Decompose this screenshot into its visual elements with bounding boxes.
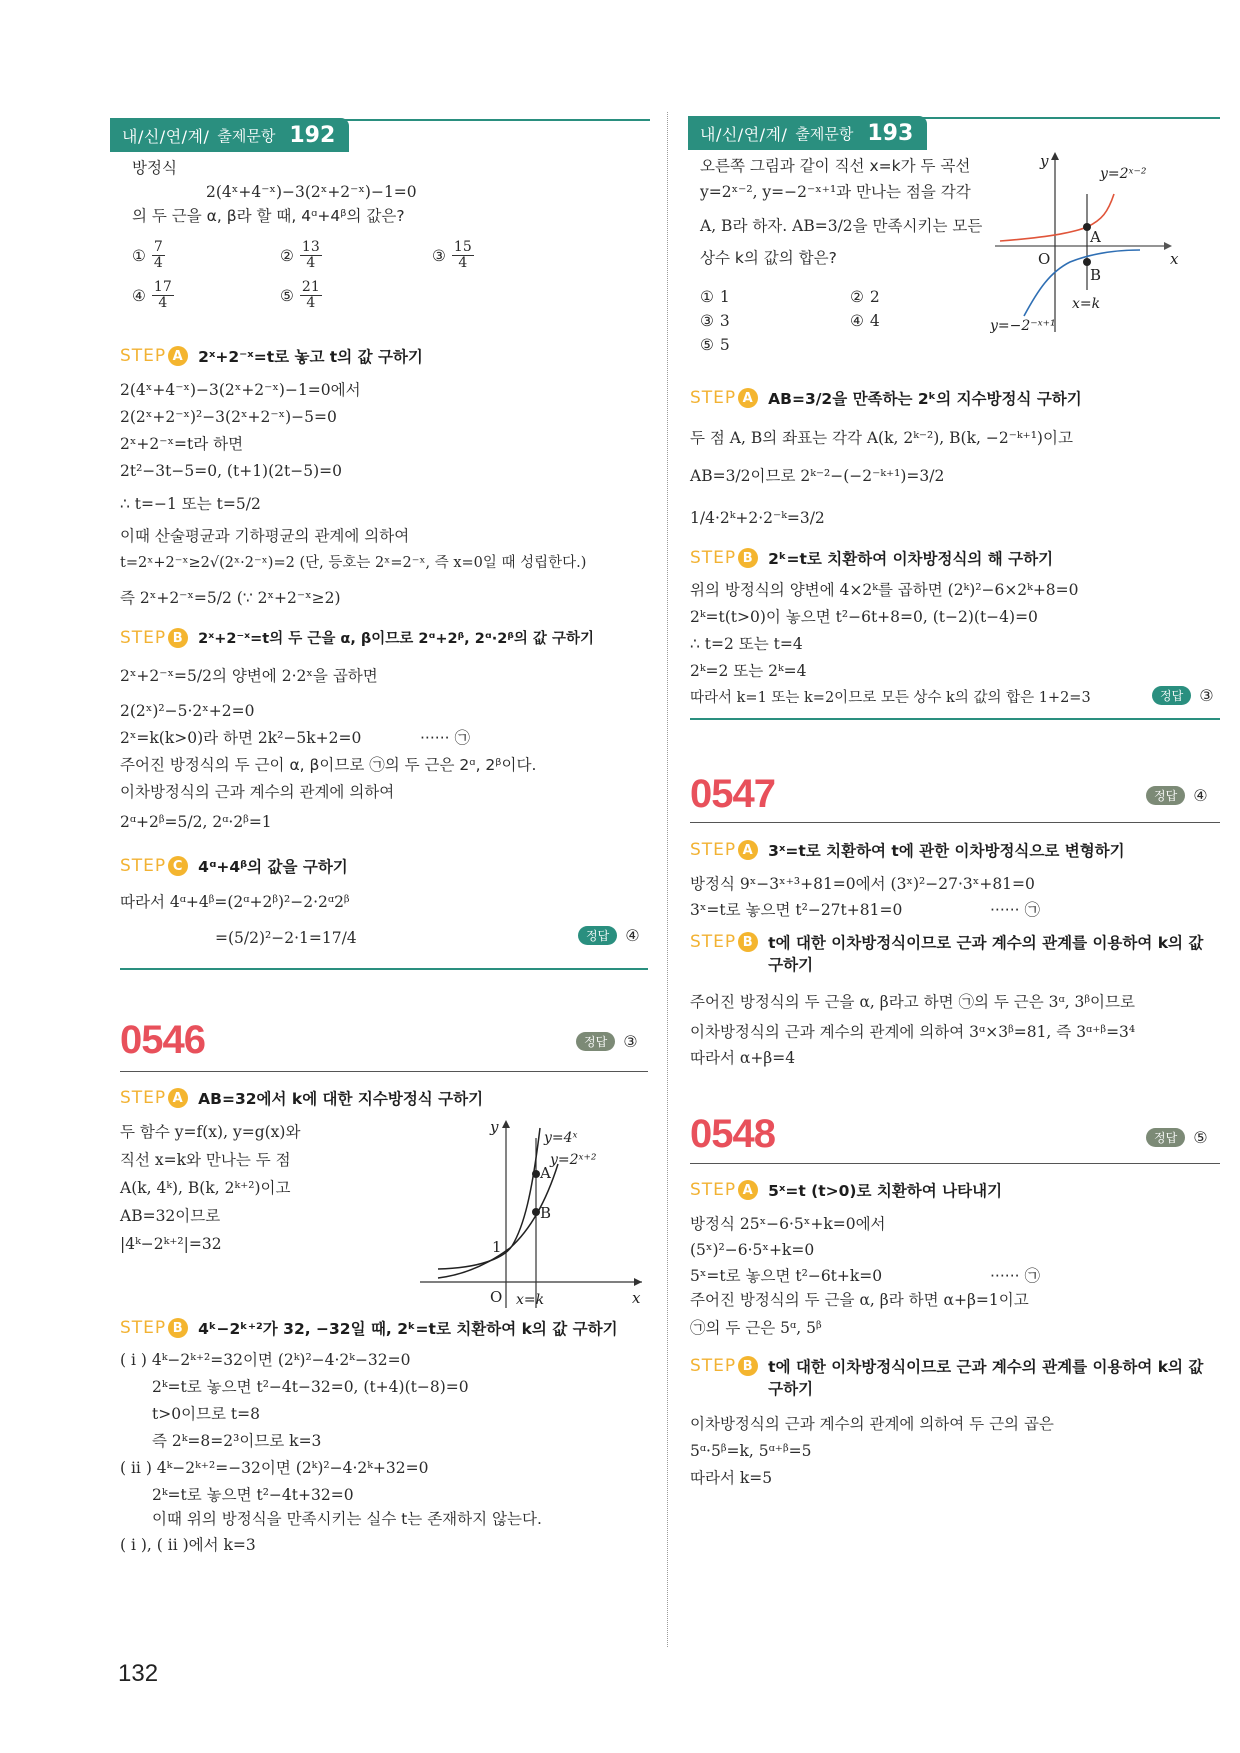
step-letter-badge: C: [168, 856, 188, 876]
svg-text:B: B: [540, 1204, 552, 1222]
fraction: $\frac{13}{4}$: [301, 239, 320, 271]
equation-marker: ······ ㉠: [990, 901, 1040, 919]
step-title: AB=32에서 k에 대한 지수방정식 구하기: [198, 1090, 484, 1108]
fraction: $\frac{17}{4}$: [153, 279, 172, 311]
answer-pill: 정답: [1152, 686, 1191, 705]
solution-line: 방정식 9ˣ−3ˣ⁺³+81=0에서 (3ˣ)²−27·3ˣ+81=0: [690, 875, 1035, 893]
solution-line: ( i ), ( ii )에서 k=3: [120, 1536, 256, 1554]
solution-line: 2ˣ+2⁻ˣ=5/2의 양변에 2·2ˣ을 곱하면: [120, 667, 378, 685]
step-label: STEP A: [120, 1088, 188, 1108]
answer-pill: 정답: [578, 926, 617, 945]
problem-text-line: 상수 k의 값의 합은?: [700, 249, 837, 267]
exponential-graph-193: [990, 150, 1225, 340]
answer-badge: [576, 1032, 638, 1051]
answer-value: ③: [623, 1032, 638, 1051]
svg-text:x: x: [1170, 250, 1179, 268]
answer-value: ④: [1193, 786, 1208, 805]
choice-4[interactable]: ④ 4: [850, 312, 880, 330]
problem-rule: [690, 1163, 1220, 1164]
equation-marker: ······ ㉠: [420, 729, 470, 747]
banner-rule: [903, 117, 1220, 119]
solution-line: t=2ˣ+2⁻ˣ≥2√(2ˣ·2⁻ˣ)=2 (단, 등호는 2ˣ=2⁻ˣ, 즉 x=0일 때 성립한다.): [120, 555, 587, 571]
problem-equation: 2(4ˣ+4⁻ˣ)−3(2ˣ+2⁻ˣ)−1=0: [206, 183, 417, 201]
svg-text:y=4ˣ: y=4ˣ: [544, 1130, 578, 1146]
step-b-heading: [690, 548, 1053, 570]
answer-badge: [1152, 686, 1214, 705]
answer-badge: [578, 926, 640, 945]
solution-line: ∴ t=2 또는 t=4: [690, 635, 803, 653]
problem-banner-193: [688, 116, 1220, 150]
svg-text:y=2ˣ⁻²: y=2ˣ⁻²: [1100, 166, 1147, 182]
solution-line: 따라서 k=5: [690, 1469, 773, 1487]
solution-line: 따라서 k=1 또는 k=2이므로 모든 상수 k의 값의 합은 1+2=3: [690, 690, 1091, 706]
fraction: $\frac{15}{4}$: [453, 239, 472, 271]
problem-text-line: 의 두 근을 α, β라 할 때, 4ᵅ+4ᵝ의 값은?: [132, 207, 405, 225]
step-letter-badge: B: [168, 628, 188, 648]
solution-line: 2ᵏ=2 또는 2ᵏ=4: [690, 662, 807, 680]
svg-text:A: A: [540, 1164, 551, 1182]
step-title: 2ᵏ=t로 치환하여 이차방정식의 해 구하기: [768, 550, 1054, 568]
solution-line: 이때 산술평균과 기하평균의 관계에 의하여: [120, 527, 410, 545]
problem-rule: [690, 822, 1220, 823]
fraction: $\frac{21}{4}$: [301, 279, 320, 311]
step-label: STEP B: [120, 628, 188, 648]
answer-pill: 정답: [1146, 1128, 1185, 1147]
step-a-heading: [690, 388, 1082, 410]
banner-rule: [315, 119, 650, 121]
step-label: STEP A: [690, 840, 758, 860]
svg-text:y=2ˣ⁺²: y=2ˣ⁺²: [550, 1152, 597, 1168]
step-title: t에 대한 이차방정식이므로 근과 계수의 관계를 이용하여 k의 값: [768, 934, 1204, 952]
solution-line: 주어진 방정식의 두 근이 α, β이므로 ㉠의 두 근은 2ᵅ, 2ᵝ이다.: [120, 756, 537, 774]
solution-line: 2(2ˣ+2⁻ˣ)²−3(2ˣ+2⁻ˣ)−5=0: [120, 408, 337, 426]
solution-line: 이차방정식의 근과 계수의 관계에 의하여: [120, 783, 395, 801]
step-title-cont: 구하기: [768, 956, 814, 974]
solution-line: ( ii ) 4ᵏ−2ᵏ⁺²=−32이면 (2ᵏ)²−4·2ᵏ+32=0: [120, 1459, 429, 1477]
step-label: STEP B: [690, 548, 758, 568]
page-number: 132: [118, 1660, 159, 1687]
step-letter-badge: A: [738, 1180, 758, 1200]
step-c-heading: [120, 856, 348, 878]
step-title: 4ᵅ+4ᵝ의 값을 구하기: [198, 858, 348, 876]
solution-line: 2ᵅ+2ᵝ=5/2, 2ᵅ·2ᵝ=1: [120, 813, 272, 831]
solution-line: 주어진 방정식의 두 근을 α, β라고 하면 ㉠의 두 근은 3ᵅ, 3ᵝ이므로: [690, 993, 1135, 1011]
step-label: STEP B: [120, 1318, 188, 1338]
equation-marker: ······ ㉠: [990, 1267, 1040, 1285]
banner-number: 193: [867, 120, 914, 146]
choice-1[interactable]: ① 1: [700, 288, 730, 306]
solution-line: ㉠의 두 근은 5ᵅ, 5ᵝ: [690, 1319, 822, 1337]
step-label: STEP B: [690, 1356, 758, 1376]
step-letter-badge: A: [168, 1088, 188, 1108]
problem-rule: [120, 1071, 648, 1072]
problem-number: 0547: [690, 772, 775, 816]
solution-line: 위의 방정식의 양변에 4×2ᵏ를 곱하면 (2ᵏ)²−6×2ᵏ+8=0: [690, 581, 1079, 599]
problem-banner-192: [110, 118, 650, 152]
solution-line: 2(2ˣ)²−5·2ˣ+2=0: [120, 702, 255, 720]
step-letter-badge: A: [738, 388, 758, 408]
svg-text:x=k: x=k: [1072, 296, 1101, 312]
solution-line: 2ᵏ=t로 놓으면 t²−4t−32=0, (t+4)(t−8)=0: [152, 1378, 469, 1396]
banner-number: 192: [289, 122, 336, 148]
problem-text-line: y=2ˣ⁻², y=−2⁻ˣ⁺¹과 만나는 점을 각각: [700, 183, 971, 201]
fraction: $\frac{7}{4}$: [153, 239, 163, 271]
solution-line: 1/4·2ᵏ+2·2⁻ᵏ=3/2: [690, 509, 825, 527]
solution-line: A(k, 4ᵏ), B(k, 2ᵏ⁺²)이고: [120, 1179, 291, 1197]
solution-line: 2t²−3t−5=0, (t+1)(2t−5)=0: [120, 462, 342, 480]
step-title: 2ˣ+2⁻ˣ=t로 놓고 t의 값 구하기: [198, 348, 423, 366]
answer-badge: [1146, 1128, 1208, 1147]
choice-5[interactable]: ⑤ $\frac{21}{4}$: [280, 279, 320, 311]
step-a-heading: [690, 840, 1125, 862]
solution-line: 즉 2ˣ+2⁻ˣ=5/2 (∵ 2ˣ+2⁻ˣ≥2): [120, 589, 341, 607]
section-divider: [120, 968, 648, 970]
step-a-heading: [120, 346, 423, 368]
solution-line: 이때 위의 방정식을 만족시키는 실수 t는 존재하지 않는다.: [152, 1510, 542, 1528]
step-letter-badge: B: [738, 1356, 758, 1376]
problem-number: 0546: [120, 1018, 205, 1062]
solution-line: |4ᵏ−2ᵏ⁺²|=32: [120, 1235, 222, 1253]
step-label: STEP B: [690, 932, 758, 952]
step-title: t에 대한 이차방정식이므로 근과 계수의 관계를 이용하여 k의 값: [768, 1358, 1204, 1376]
solution-line: 따라서 α+β=4: [690, 1049, 796, 1067]
solution-line: 이차방정식의 근과 계수의 관계에 의하여 3ᵅ×3ᵝ=81, 즉 3ᵅ⁺ᵝ=3⁴: [690, 1023, 1136, 1041]
banner-title: 출제문항: [795, 124, 854, 143]
solution-line: 주어진 방정식의 두 근을 α, β라 하면 α+β=1이고: [690, 1291, 1029, 1309]
step-b-heading: [690, 932, 1203, 976]
choice-2[interactable]: ② $\frac{13}{4}$: [280, 239, 320, 271]
solution-line: 5ˣ=t로 놓으면 t²−6t+k=0: [690, 1267, 883, 1285]
solution-line: 두 함수 y=f(x), y=g(x)와: [120, 1123, 301, 1141]
step-title: AB=3/2을 만족하는 2ᵏ의 지수방정식 구하기: [768, 390, 1082, 408]
answer-value: ③: [1199, 686, 1214, 705]
answer-pill: 정답: [1146, 786, 1185, 805]
step-b-heading: [120, 1318, 618, 1340]
answer-value: ⑤: [1193, 1128, 1208, 1147]
solution-line: =(5/2)²−2·1=17/4: [215, 929, 357, 947]
svg-text:O: O: [1038, 250, 1051, 268]
svg-text:x: x: [632, 1289, 641, 1307]
solution-line: AB=32이므로: [120, 1207, 221, 1225]
solution-line: 2(4ˣ+4⁻ˣ)−3(2ˣ+2⁻ˣ)−1=0에서: [120, 381, 361, 399]
step-title: 2ˣ+2⁻ˣ=t의 두 근을 α, β이므로 2ᵅ+2ᵝ, 2ᵅ·2ᵝ의 값 구하기: [198, 631, 594, 647]
solution-line: 2ᵏ=t로 놓으면 t²−4t+32=0: [152, 1486, 354, 1504]
section-divider: [690, 718, 1220, 720]
problem-number: 0548: [690, 1112, 775, 1156]
choice-3[interactable]: ③ $\frac{15}{4}$: [432, 239, 472, 271]
answer-pill: 정답: [576, 1032, 615, 1051]
problem-text-line: 방정식: [132, 159, 177, 177]
step-label: STEP A: [120, 346, 188, 366]
step-b-heading: [690, 1356, 1203, 1400]
solution-line: 이차방정식의 근과 계수의 관계에 의하여 두 근의 곱은: [690, 1415, 1054, 1433]
step-b-heading: [120, 628, 594, 650]
step-letter-badge: B: [738, 932, 758, 952]
choice-2[interactable]: ② 2: [850, 288, 880, 306]
solution-line: t>0이므로 t=8: [152, 1405, 261, 1423]
solution-line: 2ᵏ=t(t>0)이 놓으면 t²−6t+8=0, (t−2)(t−4)=0: [690, 608, 1038, 626]
step-letter-badge: A: [738, 840, 758, 860]
step-letter-badge: B: [738, 548, 758, 568]
solution-line: (5ˣ)²−6·5ˣ+k=0: [690, 1241, 815, 1259]
solution-line: 따라서 4ᵅ+4ᵝ=(2ᵅ+2ᵝ)²−2·2ᵅ2ᵝ: [120, 893, 350, 911]
svg-text:B: B: [1090, 266, 1102, 284]
problem-text-line: 오른쪽 그림과 같이 직선 x=k가 두 곡선: [700, 157, 971, 175]
svg-text:O: O: [490, 1288, 503, 1306]
step-title: 5ˣ=t (t>0)로 치환하여 나타내기: [768, 1182, 1003, 1200]
column-divider: [667, 112, 668, 1647]
banner-title: 출제문항: [217, 126, 276, 145]
step-label: STEP C: [120, 856, 188, 876]
banner-label: [110, 118, 349, 152]
solution-line: 방정식 25ˣ−6·5ˣ+k=0에서: [690, 1215, 886, 1233]
svg-text:y=−2⁻ˣ⁺¹: y=−2⁻ˣ⁺¹: [990, 318, 1056, 334]
solution-line: ∴ t=−1 또는 t=5/2: [120, 495, 261, 513]
banner-tag: 내/신/연/계/: [700, 124, 788, 144]
solution-line: 직선 x=k와 만나는 두 점: [120, 1151, 291, 1169]
answer-value: ④: [625, 926, 640, 945]
banner-tag: 내/신/연/계/: [122, 126, 210, 146]
solution-line: 3ˣ=t로 놓으면 t²−27t+81=0: [690, 901, 903, 919]
step-title: 3ˣ=t로 치환하여 t에 관한 이차방정식으로 변형하기: [768, 842, 1125, 860]
step-a-heading: [120, 1088, 483, 1110]
svg-text:1: 1: [492, 1238, 502, 1256]
choice-1[interactable]: ① $\frac{7}{4}$: [132, 239, 163, 271]
svg-text:y: y: [1040, 152, 1049, 170]
banner-label: [688, 116, 927, 150]
answer-badge: [1146, 786, 1208, 805]
problem-text-line: A, B라 하자. AB=3/2을 만족시키는 모든: [700, 217, 983, 235]
step-title-cont: 구하기: [768, 1380, 814, 1398]
solution-line: AB=3/2이므로 2ᵏ⁻²−(−2⁻ᵏ⁺¹)=3/2: [690, 467, 945, 485]
choice-5[interactable]: ⑤ 5: [700, 336, 730, 354]
solution-line: 두 점 A, B의 좌표는 각각 A(k, 2ᵏ⁻²), B(k, −2⁻ᵏ⁺¹)이고: [690, 429, 1073, 447]
svg-text:x=k: x=k: [516, 1292, 545, 1308]
svg-text:A: A: [1090, 228, 1101, 246]
step-title: 4ᵏ−2ᵏ⁺²가 32, −32일 때, 2ᵏ=t로 치환하여 k의 값 구하기: [198, 1320, 618, 1338]
solution-line: ( i ) 4ᵏ−2ᵏ⁺²=32이면 (2ᵏ)²−4·2ᵏ−32=0: [120, 1351, 411, 1369]
step-letter-badge: B: [168, 1318, 188, 1338]
choice-3[interactable]: ③ 3: [700, 312, 730, 330]
step-letter-badge: A: [168, 346, 188, 366]
solution-line: 5ᵅ·5ᵝ=k, 5ᵅ⁺ᵝ=5: [690, 1442, 812, 1460]
solution-line: 2ˣ+2⁻ˣ=t라 하면: [120, 435, 244, 453]
choice-4[interactable]: ④ $\frac{17}{4}$: [132, 279, 172, 311]
solution-line: 2ˣ=k(k>0)라 하면 2k²−5k+2=0: [120, 729, 362, 747]
step-label: STEP A: [690, 1180, 758, 1200]
step-a-heading: [690, 1180, 1002, 1202]
step-label: STEP A: [690, 388, 758, 408]
exponential-graph-0546: [420, 1118, 650, 1308]
svg-text:y: y: [490, 1118, 499, 1136]
solution-line: 즉 2ᵏ=8=2³이므로 k=3: [152, 1432, 322, 1450]
